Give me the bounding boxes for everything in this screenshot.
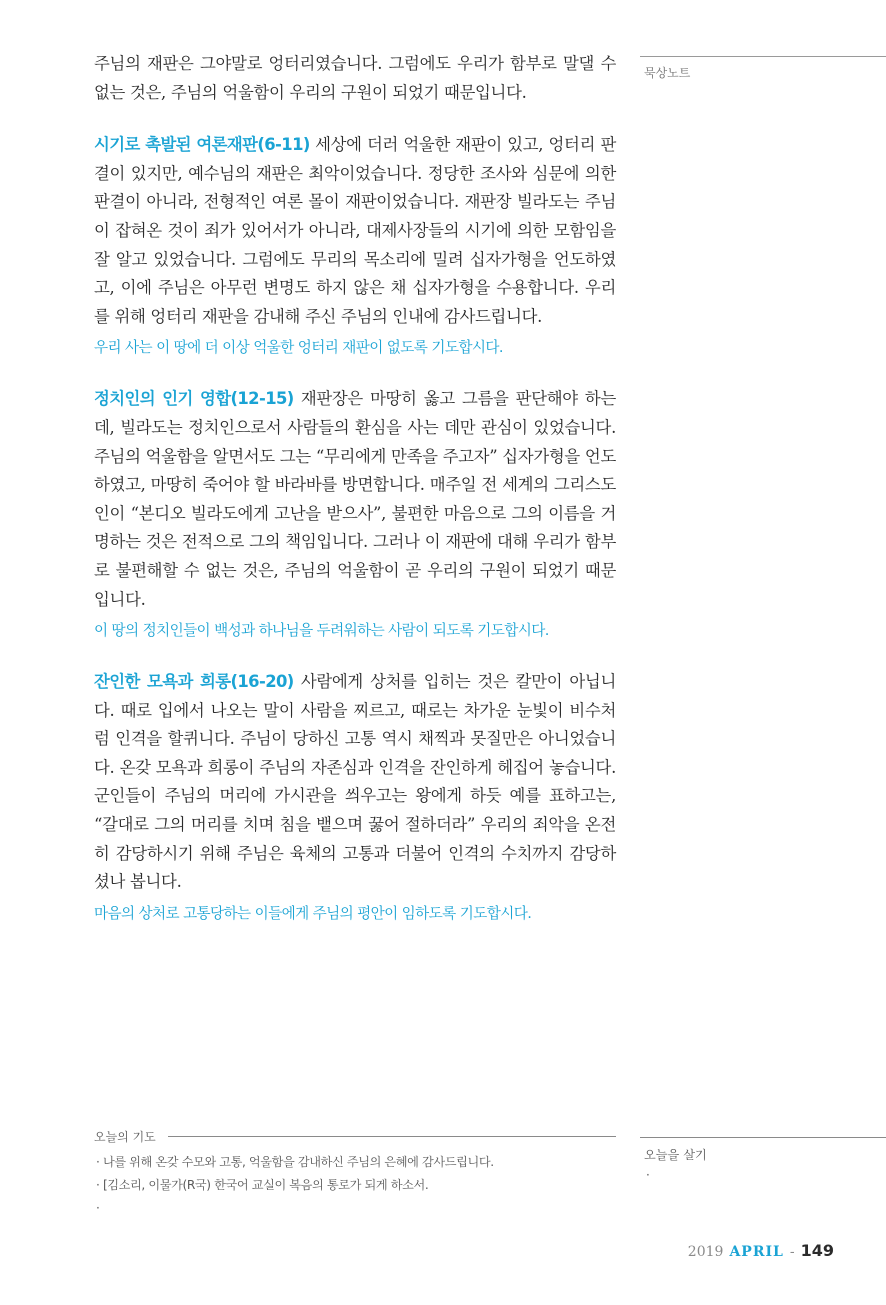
today-living-title: 오늘을 살기 <box>644 1148 707 1162</box>
section-body: 세상에 더러 억울한 재판이 있고, 엉터리 판결이 있지만, 예수님의 재판은 최악이었습니다. 정당한 조사와 심문에 의한 판결이 아니라, 전형적인 여론 몰이 재판이었습니다. 재판장 빌라도는 주님이 잡혀온 것이 죄가 있어서가 아니라, 대제사장들의 시기에 의한 모함임을 잘 알고 있었습니다. 그럼에도 무리의 목소리에 밀려 십자가형을 언도하였고, 이에 주님은 아무런 변명도 하지 않은 채 십자가형을 수용합니다. 우리를 위해 엉터리 재판을 감내해 주신 주님의 인내에 감사드립니다. <box>94 135 616 326</box>
today-prayer-box <box>94 1128 616 1220</box>
section-paragraph <box>94 668 616 897</box>
section-paragraph <box>94 385 616 614</box>
page-footer <box>688 1241 834 1260</box>
section-body: 재판장은 마땅히 옳고 그름을 판단해야 하는데, 빌라도는 정치인으로서 사람들의 환심을 사는 데만 관심이 있었습니다. 주님의 억울함을 알면서도 그는 “무리에게 만족을 주고자” 십자가형을 언도하였고, 마땅히 죽어야 할 바라바를 방면합니다. 매주일 전 세계의 그리스도인이 “본디오 빌라도에게 고난을 받으사”, 불편한 마음으로 그의 이름을 거명하는 것은 전적으로 그의 책임입니다. 그러나 이 재판에 대해 우리가 함부로 불편해할 수 없는 것은, 주님의 억울함이 곧 우리의 구원이 되었기 때문입니다. <box>94 389 616 609</box>
section <box>94 668 616 925</box>
intro-paragraph: 주님의 재판은 그야말로 엉터리였습니다. 그럼에도 우리가 함부로 말댈 수 없는 것은, 주님의 억울함이 우리의 구원이 되었기 때문입니다. <box>94 54 616 102</box>
section-prayer: 마음의 상처로 고통당하는 이들에게 주님의 평안이 임하도록 기도합시다. <box>94 904 532 922</box>
section-body: 사람에게 상처를 입히는 것은 칼만이 아닙니다. 때로 입에서 나오는 말이 사람을 찌르고, 때로는 차가운 눈빛이 비수처럼 인격을 할퀴니다. 주님이 당하신 고통 역시 채찍과 못질만은 아니었습니다. 온갖 모욕과 희롱이 주님의 자존심과 인격을 잔인하게 헤집어 놓습니다. 군인들이 주님의 머리에 가시관을 씌우고는 왕에게 하듯 예를 표하고는, “갈대로 그의 머리를 치며 침을 뱉으며 꿇어 절하더라” 우리의 죄악을 온전히 감당하시기 위해 주님은 육체의 고통과 더불어 인격의 수치까지 감당하셨나 봅니다. <box>94 672 616 892</box>
section-heading: 정치인의 인기 영합(12-15) <box>94 389 294 409</box>
side-divider <box>640 56 886 57</box>
today-living-divider <box>640 1137 886 1138</box>
today-prayer-divider <box>168 1136 616 1137</box>
list-item: · 나를 위해 온갖 수모와 고통, 억울함을 감내하신 주님의 은혜에 감사드립니다. <box>96 1155 494 1169</box>
section-heading: 잔인한 모욕과 희롱(16-20) <box>94 672 294 692</box>
page-number: 149 <box>800 1241 834 1260</box>
section <box>94 385 616 642</box>
today-prayer-title: 오늘의 기도 <box>94 1130 156 1144</box>
footer-month: APRIL <box>729 1244 784 1260</box>
meditation-note-label: 묵상노트 <box>644 66 691 80</box>
section-prayer: 이 땅의 정치인들이 백성과 하나님을 두려워하는 사람이 되도록 기도합시다. <box>94 622 549 640</box>
section-heading: 시기로 촉발된 여론재판(6-11) <box>94 135 310 155</box>
today-prayer-list <box>94 1151 616 1220</box>
list-item: · <box>96 1201 100 1215</box>
section-paragraph <box>94 131 616 331</box>
footer-separator: - <box>789 1244 795 1260</box>
section-prayer: 우리 사는 이 땅에 더 이상 억울한 엉터리 재판이 없도록 기도합시다. <box>94 339 503 357</box>
main-column <box>94 50 616 951</box>
footer-year: 2019 <box>687 1244 724 1260</box>
section <box>94 131 616 359</box>
today-living-bullet: · <box>646 1168 650 1182</box>
list-item: · [김소리, 이물가(R국) 한국어 교실이 복음의 통로가 되게 하소서. <box>96 1178 429 1192</box>
today-prayer-header <box>94 1128 616 1145</box>
